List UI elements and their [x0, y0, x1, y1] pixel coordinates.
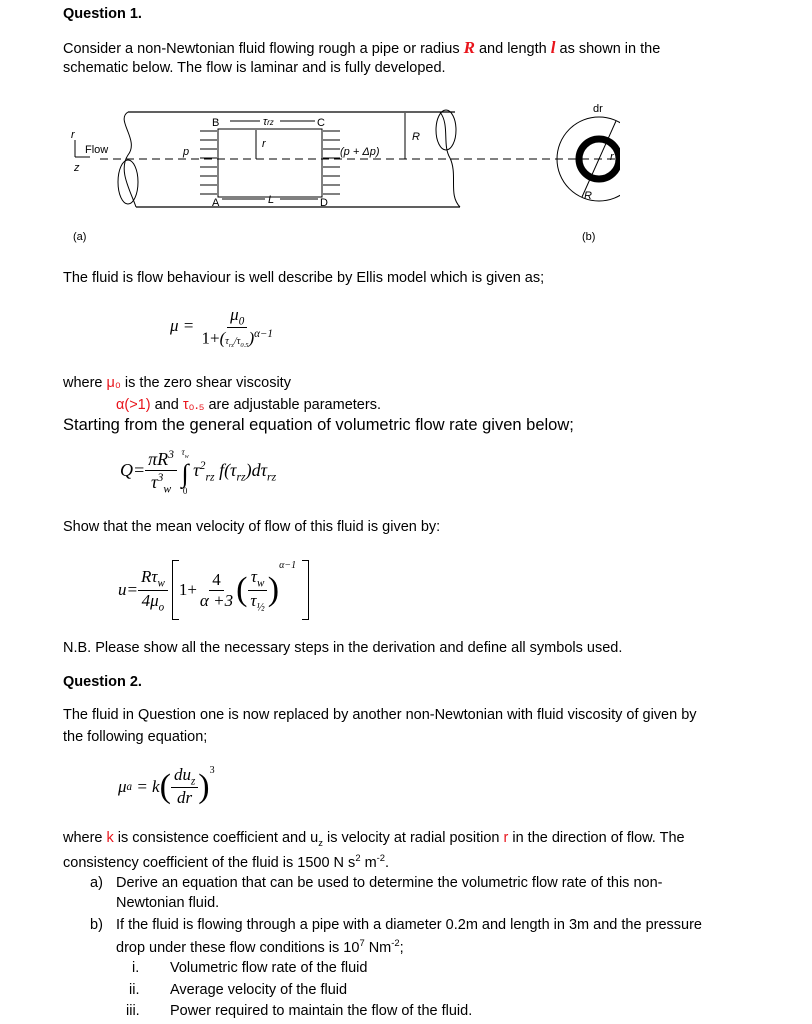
text: in the direction of flow. The	[508, 830, 685, 846]
sup: 7	[359, 937, 365, 948]
subitem-text: Power required to maintain the flow of the fluid.	[170, 1003, 473, 1019]
flow-rate-equation	[120, 448, 276, 496]
numerator: 4	[209, 570, 224, 591]
denominator: dr	[177, 788, 193, 808]
text: Consider a non-Newtonian fluid flowing rough a pipe or radius	[63, 41, 464, 57]
q2-intro-line2: the following equation;	[63, 729, 208, 745]
where-line	[63, 375, 291, 391]
fraction	[199, 305, 276, 349]
sub: w	[157, 577, 165, 590]
fraction	[138, 567, 168, 613]
fraction	[171, 765, 198, 808]
consistency-line	[63, 852, 389, 871]
r-label-b: r	[610, 151, 614, 163]
item-b	[90, 917, 702, 956]
mu0-symbol: μ₀	[106, 375, 121, 391]
params-line	[116, 397, 381, 413]
tau-sub: rz	[267, 118, 274, 127]
R-tau: Rτ	[140, 567, 158, 587]
marker: ii.	[129, 982, 140, 998]
z-axis-label: z	[74, 162, 80, 174]
sup: 3	[157, 471, 164, 485]
sub: 0.5	[240, 342, 249, 350]
mu: μ	[230, 305, 239, 324]
text: m	[360, 854, 377, 871]
sub: o	[158, 600, 165, 613]
denominator: $1+(\tau_{rz}/\tau_{0.5})^{\alpha-1}$	[201, 328, 273, 350]
text: as shown in the	[555, 41, 661, 57]
point-C: C	[317, 117, 325, 129]
sub: w	[256, 577, 265, 590]
flow-label: Flow	[85, 144, 109, 156]
text: consistency coefficient of the fluid is 1500 N s	[63, 854, 356, 871]
pi-R: πR	[148, 449, 169, 470]
ellis-intro: The fluid is flow behaviour is well describe by Ellis model which is given as;	[63, 270, 545, 286]
question-1-title: Question 1.	[63, 6, 142, 22]
marker: i.	[132, 960, 140, 976]
sub: rz	[228, 342, 234, 350]
point-D: D	[320, 197, 328, 209]
r-label: r	[262, 138, 266, 150]
sub: a	[126, 780, 133, 793]
text: ;	[399, 939, 404, 956]
du: du	[173, 765, 191, 784]
text: .	[385, 854, 390, 871]
d-tau: )dτ	[245, 459, 268, 480]
sup: 3	[168, 448, 175, 462]
R-label-b: R	[584, 190, 592, 202]
q1-intro-line1	[63, 38, 660, 58]
tau: τ	[193, 459, 200, 480]
sub: w	[184, 453, 189, 460]
tau05-symbol: τ₀.₅	[182, 397, 205, 413]
pressure-label: p	[183, 146, 190, 158]
sub: ½	[256, 600, 265, 613]
subitem	[129, 982, 139, 998]
point-A: A	[212, 197, 220, 209]
pressure-drop-label: (p + Δp)	[340, 146, 380, 158]
text: is the zero shear viscosity	[120, 375, 291, 391]
k-symbol: k	[106, 830, 114, 846]
R-label: R	[412, 131, 420, 143]
numerator	[171, 765, 198, 788]
sub: rz	[205, 470, 215, 484]
equals-k: = k	[136, 776, 160, 796]
text: drop under these flow conditions is 10	[116, 939, 360, 956]
text: are adjustable parameters.	[204, 397, 381, 413]
r-axis-label: r	[71, 129, 75, 141]
point-B: B	[212, 117, 220, 129]
marker: iii.	[126, 1003, 140, 1019]
subitem	[126, 1003, 140, 1019]
mean-velocity-equation: u= $\frac{R\tau_w}{4\mu_o}$ 1+ $\frac{4}{\alpha +3}$ ( $\frac{\tau_w}{\tau_{\frac{1}{2}}}$ ) α−1	[118, 560, 309, 620]
subitem-text: Volumetric flow rate of the fluid	[170, 960, 368, 976]
tau-rz-label	[263, 116, 274, 128]
show-text: Show that the mean velocity of flow of this fluid is given by:	[63, 519, 441, 535]
fraction	[247, 567, 267, 613]
tau: τ	[225, 336, 229, 348]
sub: rz	[267, 470, 277, 484]
integral: $\tau_w$ ∫ 0	[181, 447, 189, 496]
item-a	[90, 875, 662, 911]
upper: τ	[181, 447, 185, 457]
symbol-R: R	[463, 38, 475, 57]
sup: 2	[199, 458, 206, 472]
starting-text: Starting from the general equation of volumetric flow rate given below;	[63, 416, 574, 434]
numerator	[145, 448, 177, 471]
eq-lhs: Q=	[120, 459, 146, 480]
q2-intro-line1: The fluid in Question one is now replaced by another non-Newtonian with fluid viscosity of given by	[63, 707, 697, 723]
numerator	[227, 305, 247, 328]
tau: τ	[151, 472, 158, 493]
text: is velocity at radial position	[322, 830, 504, 846]
mu: 4μ	[141, 590, 159, 610]
text: and length	[474, 41, 551, 57]
tau: τ	[236, 336, 241, 348]
line: Newtonian fluid.	[116, 895, 220, 911]
text: where	[63, 830, 107, 846]
fraction	[197, 570, 236, 611]
sub: z	[318, 836, 323, 848]
exponent: α−1	[254, 328, 273, 341]
text: and	[150, 397, 183, 413]
q1-intro-line2: schematic below. The flow is laminar and is fully developed.	[63, 60, 446, 76]
tau: τ	[250, 567, 257, 587]
text: Nm	[364, 939, 392, 956]
line: Derive an equation that can be used to determine the volumetric flow rate of this non-	[116, 875, 663, 891]
ellis-equation	[170, 305, 276, 349]
figure-label-a: (a)	[73, 231, 87, 243]
sup: -2	[391, 937, 400, 948]
sup: -2	[376, 852, 386, 863]
one-plus: 1+	[178, 580, 197, 599]
sub: rz	[236, 470, 246, 484]
eq-lhs: u=	[118, 580, 138, 599]
text: is consistence coefficient and u	[113, 830, 319, 846]
figure-label-b: (b)	[582, 231, 596, 243]
exponent: 3	[209, 765, 215, 776]
denominator	[148, 471, 174, 496]
f-tau: f(τ	[219, 459, 237, 480]
dr-label: dr	[593, 103, 603, 115]
subitem-text: Average velocity of the fluid	[170, 982, 348, 998]
numerator	[138, 567, 168, 590]
denominator	[247, 591, 267, 613]
sub: w	[163, 482, 172, 496]
one-plus: 1+	[201, 329, 220, 349]
L-label: L	[268, 194, 275, 206]
alpha-symbol: α(>1)	[116, 397, 151, 413]
mu: μ	[118, 776, 127, 796]
lower: 0	[182, 485, 188, 496]
denominator: α +3	[199, 590, 234, 610]
line	[116, 937, 702, 956]
apparent-viscosity-equation: μ a = k ( $\frac{du_z}{dr}$ ) $^3$	[118, 765, 215, 808]
nb-text: N.B. Please show all the necessary steps in the derivation and define all symbols used.	[63, 640, 623, 656]
sub: z	[190, 775, 196, 788]
subitem	[132, 960, 139, 976]
q2-where-line	[63, 830, 685, 848]
marker: a)	[90, 875, 103, 891]
r-symbol: r	[503, 830, 509, 846]
text: where	[63, 375, 107, 391]
sup: 2	[355, 852, 361, 863]
marker: b)	[90, 917, 103, 933]
numerator	[248, 567, 267, 590]
denominator	[139, 591, 168, 613]
pipe-schematic	[60, 100, 620, 250]
fraction	[145, 448, 177, 496]
tau: τ	[263, 116, 268, 128]
tau: τ	[250, 590, 257, 610]
question-2-title: Question 2.	[63, 674, 142, 690]
sub: 0	[238, 315, 245, 328]
exponent: α−1	[279, 560, 297, 571]
eq-lhs: μ =	[170, 315, 195, 335]
symbol-l: l	[550, 38, 556, 57]
line: If the fluid is flowing through a pipe with a diameter 0.2m and length in 3m and the pressure	[116, 917, 702, 933]
